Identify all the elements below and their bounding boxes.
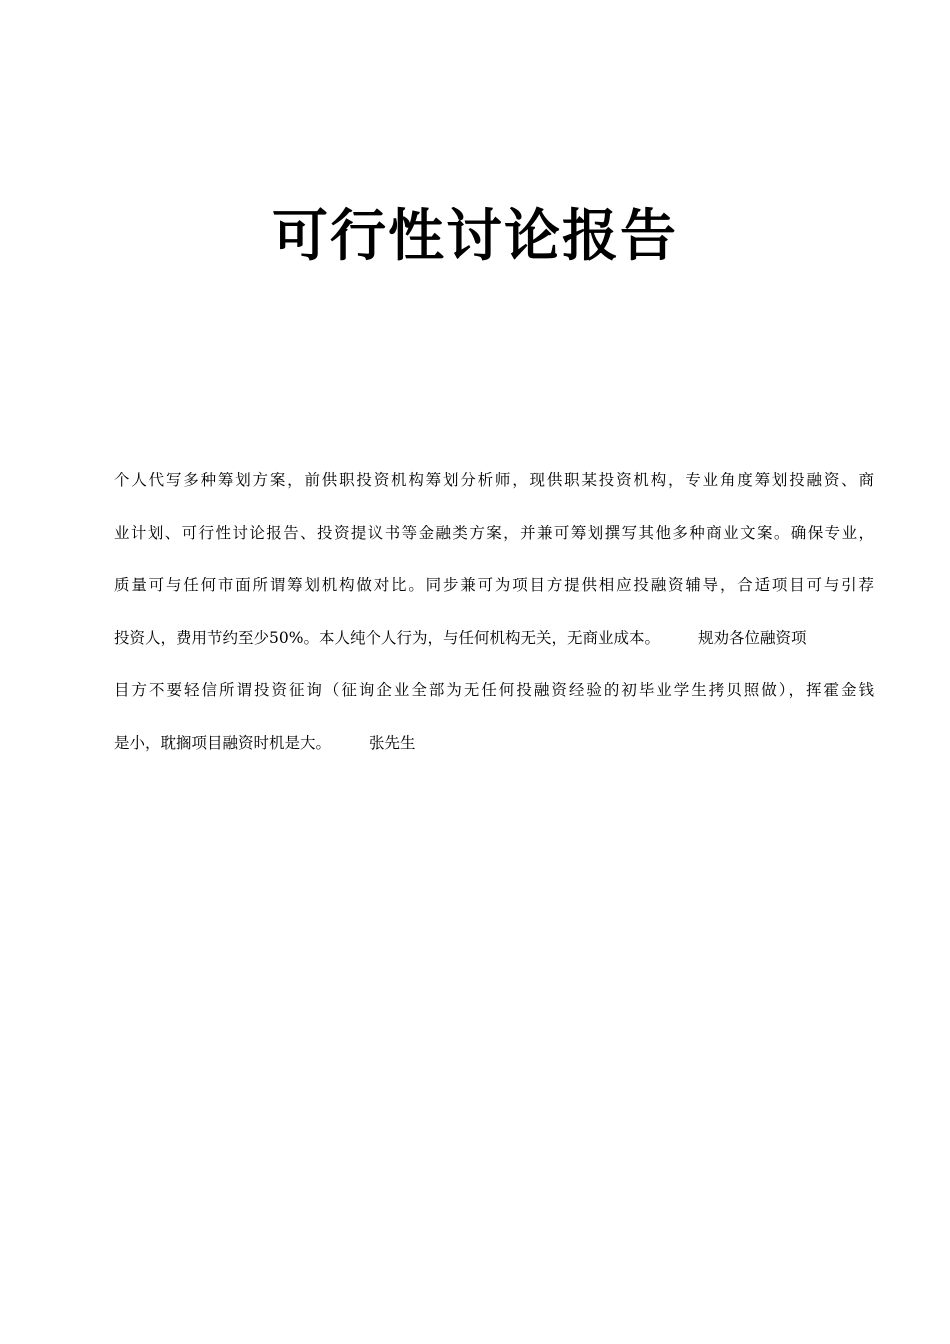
body-line-4-text: 投资人，费用节约至少50%。本人纯个人行为，与任何机构无关，无商业成本。 [114, 628, 660, 647]
advice-lead-text: 规劝各位融资项 [697, 628, 807, 647]
document-title: 可行性讨论报告 [272, 203, 678, 269]
body-line-3: 质量可与任何市面所谓筹划机构做对比。同步兼可为项目方提供相应投融资辅导，合适项目可与引荐 [114, 576, 874, 594]
body-line-5: 目方不要轻信所谓投资征询（征询企业全部为无任何投融资经验的初毕业学生拷贝照做），挥霍金钱 [114, 681, 874, 699]
body-line-4 [114, 612, 874, 665]
body-line-2: 业计划、可行性讨论报告、投资提议书等金融类方案，并兼可筹划撰写其他多种商业文案。确保专业， [114, 523, 874, 542]
body-line-6 [114, 717, 874, 770]
body-paragraph [114, 454, 874, 769]
body-line-6-text: 是小，耽搁项目融资时机是大。 [114, 733, 332, 752]
signature-name: 张先生 [369, 733, 416, 752]
body-line-1: 个人代写多种筹划方案，前供职投资机构筹划分析师，现供职某投资机构，专业角度筹划投融资、商 [114, 471, 874, 489]
